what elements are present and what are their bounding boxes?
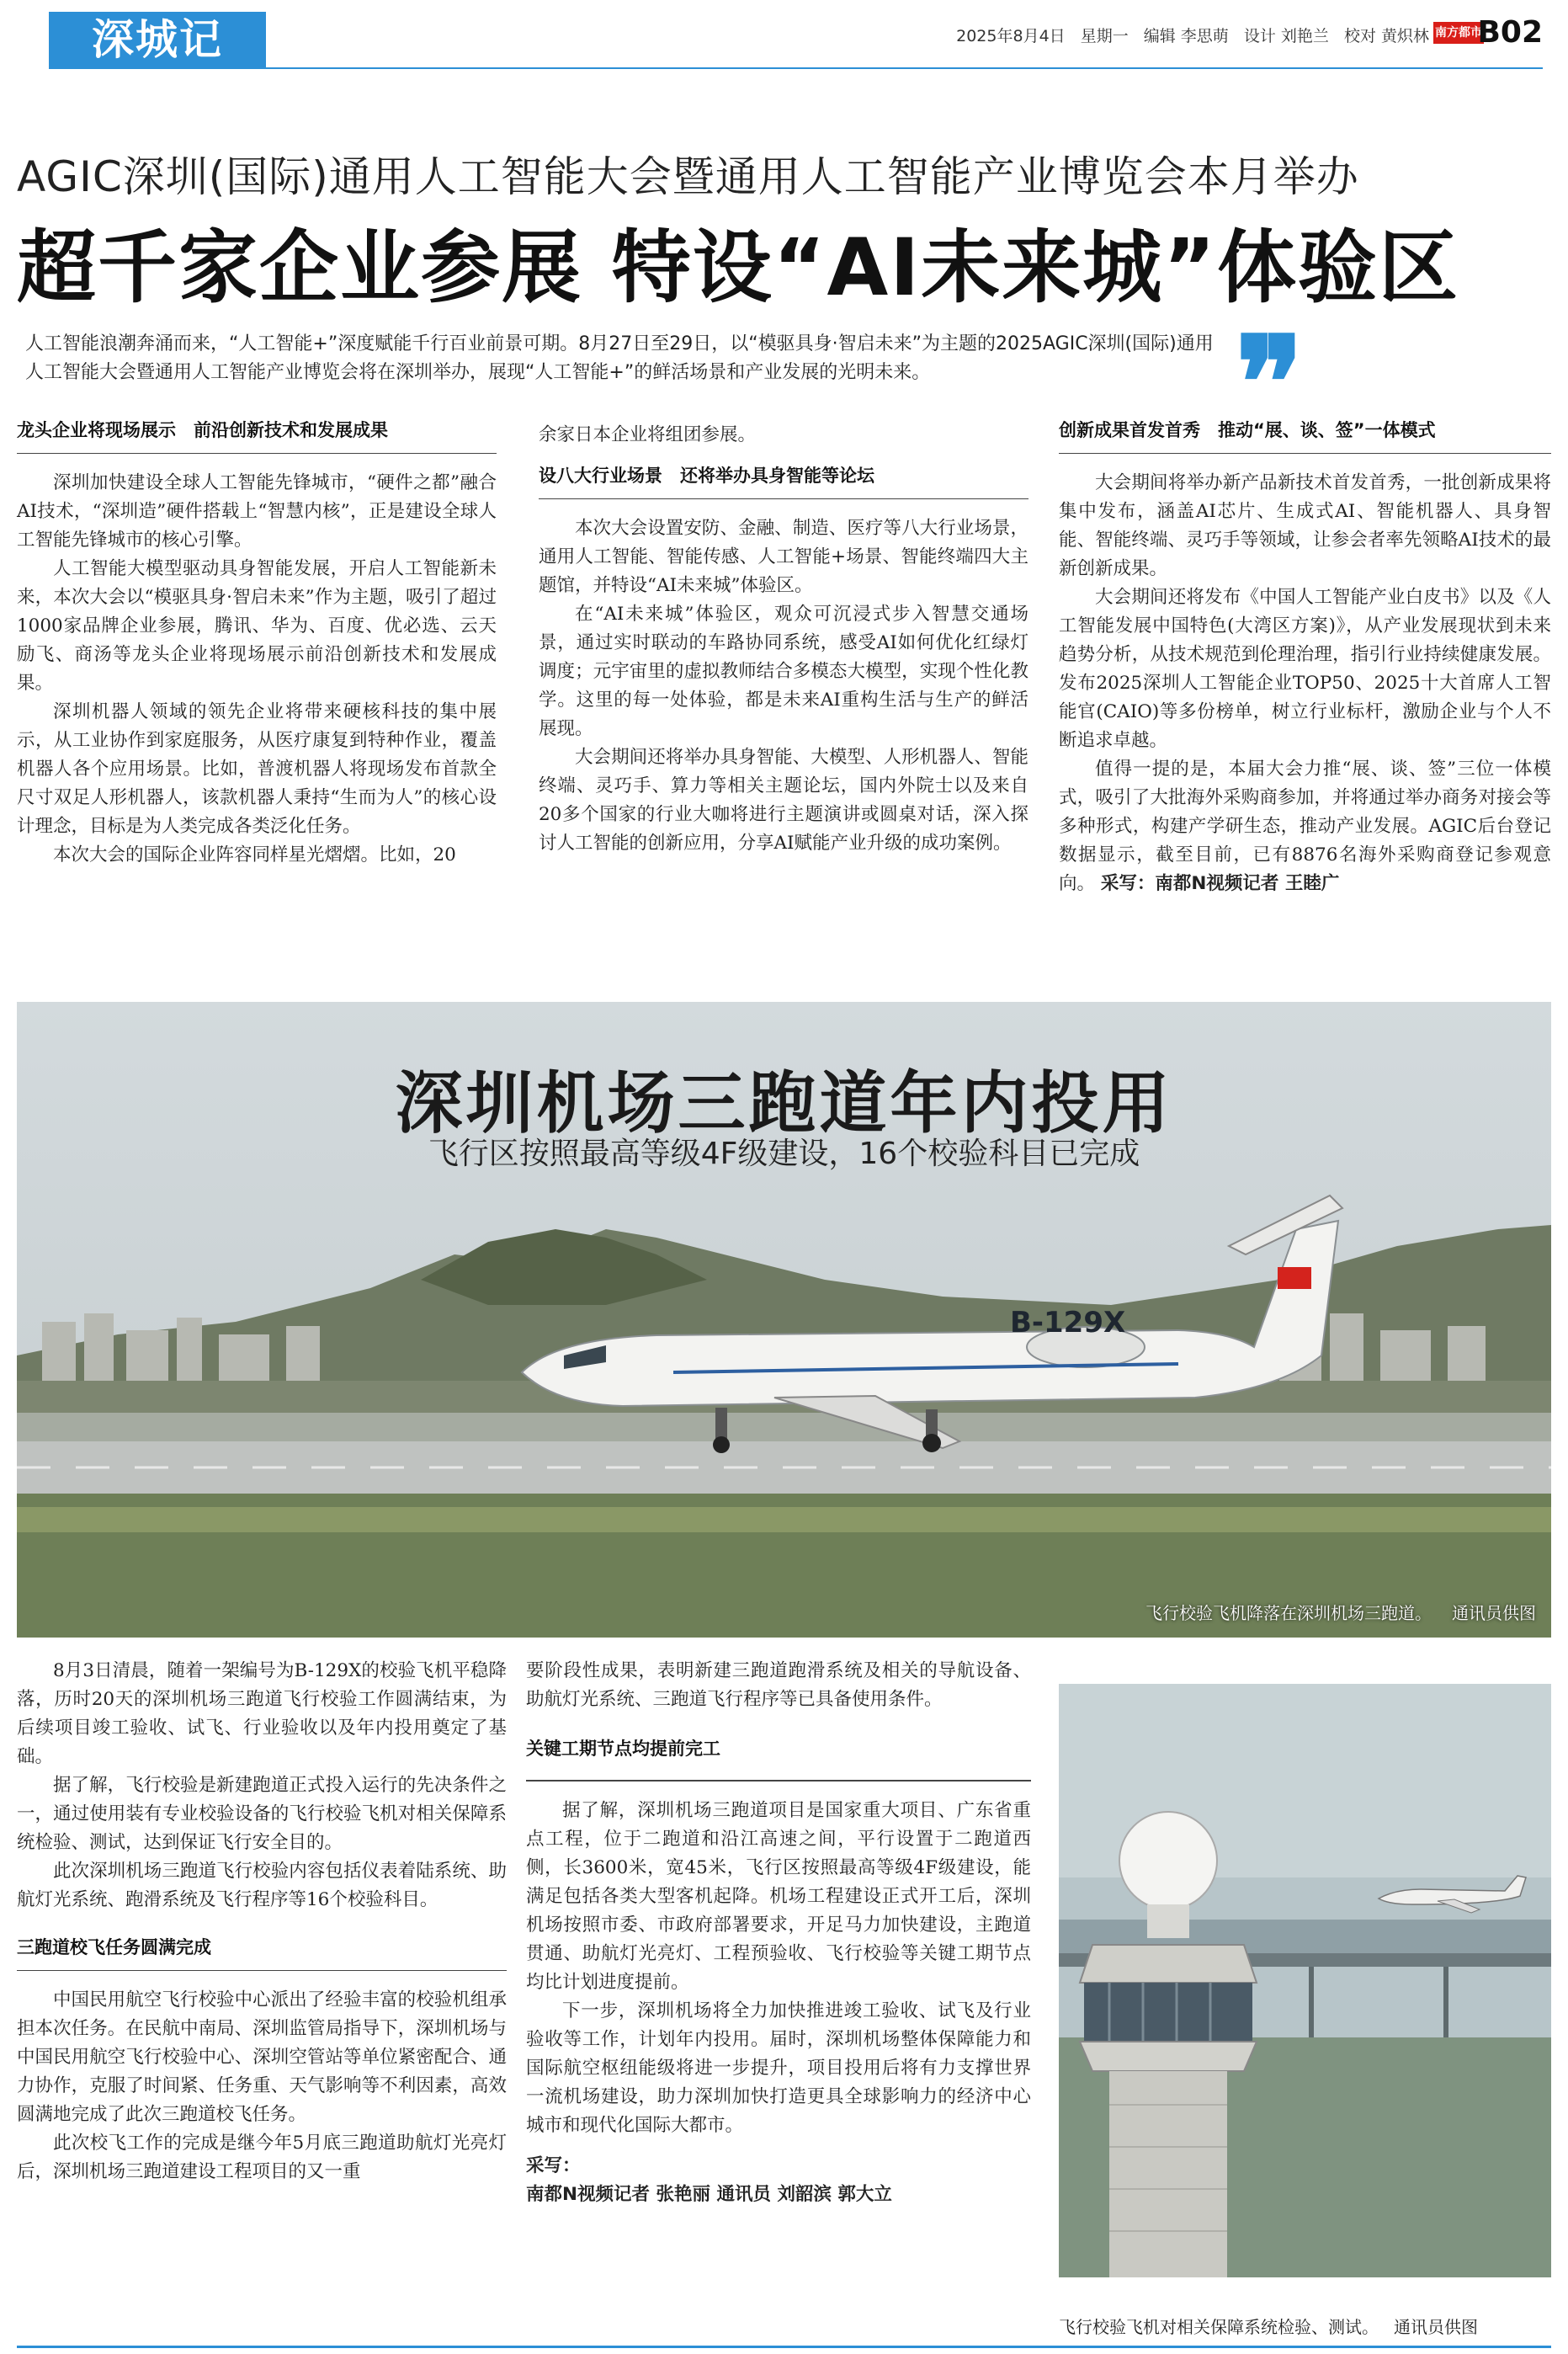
paragraph: 在“AI未来城”体验区，观众可沉浸式步入智慧交通场景，通过实时联动的车路协同系统，感受AI如何优化红绿灯调度；元宇宙里的虚拟教师结合多模态大模型，实现个性化教学。这里的每一处体验，都是未来AI重构生活与生产的鲜活展现。 [539,604,1029,739]
article1-headline: 超千家企业参展 特设“AI未来城”体验区 [17,222,1460,314]
paragraph: 据了解，深圳机场三跑道项目是国家重大项目、广东省重点工程，位于二跑道和沿江高速之间，平行设置于二跑道西侧，长3600米，宽45米，飞行区按照最高等级4F级建设，能满足包括各类大型客机起降。机场工程建设正式开工后，深圳机场按照市委、市政府部署要求，开足马力加快建设，主跑道贯通、助航灯光亮灯、工程预验收、飞行校验等关键工期节点均比计划进度提前。 [526,1799,1031,1993]
article1-column-2 [539,421,1029,858]
photo1-caption [1125,1600,1536,1624]
paragraph: 值得一提的是，本届大会力推“展、谈、签”三位一体模式，吸引了大批海外采购商参加，并将通过举办商务对接会等多种形式，构建产学研生态，推动产业发展。AGIC后台登记数据显示，截至目前，已有8876名海外采购商登记参观意向。 采写：南都N视频记者 王睦广 [1059,759,1551,894]
photo-credit: 通讯员供图 [1452,1603,1536,1623]
paragraph: 中国民用航空飞行校验中心派出了经验丰富的校验机组承担本次任务。在民航中南局、深圳监管局指导下，深圳机场与中国民用航空飞行校验中心、深圳空管站等单位紧密配合、通力协作，克服了时间紧、任务重、天气影响等不利因素，高效圆满地完成了此次三跑道校飞任务。 [17,1989,507,2125]
divider [526,1780,1031,1781]
page-number: B02 [1477,15,1543,50]
paragraph: 大会期间将举办新产品新技术首发首秀，一批创新成果将集中发布，涵盖AI芯片、生成式AI、智能机器人、具身智能、智能终端、灵巧手等领域，让参会者率先领略AI技术的最新创新成果。 [1059,472,1551,579]
plane-registration: B-129X [1010,1306,1126,1339]
paragraph: 深圳加快建设全球人工智能先锋城市，“硬件之都”融合AI技术，“深圳造”硬件搭载上“智慧内核”，正是建设全球人工智能先锋城市的核心引擎。 [17,472,497,551]
caption-text: 飞行校验飞机降落在深圳机场三跑道。 [1145,1603,1432,1623]
page-meta [946,24,1429,46]
paragraph: 本次大会设置安防、金融、制造、医疗等八大行业场景，通用人工智能、智能传感、人工智能+场景、智能终端四大主题馆，并特设“AI未来城”体验区。 [539,518,1029,596]
designer: 设计 刘艳兰 [1243,27,1329,45]
paragraph: 人工智能大模型驱动具身智能发展，开启人工智能新未来，本次大会以“模驱具身·智启未来”作为主题，吸引了超过1000家品牌企业参展，腾讯、华为、百度、优必选、云天励飞、商汤等龙头企业将现场展示前沿创新技术和发展成果。 [17,558,497,694]
paragraph: 下一步，深圳机场将全力加快推进竣工验收、试飞及行业验收等工作，计划年内投用。届时，深圳机场整体保障能力和国际航空枢纽能级将进一步提升，项目投用后将有力支撑世界一流机场建设，助力深圳加快打造更具全球影响力的经济中心城市和现代化国际大都市。 [526,2000,1031,2136]
article2-subhead-2: 关键工期节点均提前完工 [526,1739,720,1759]
byline-label: 采写： [526,2154,581,2176]
paragraph: 此次深圳机场三跑道飞行校验内容包括仪表着陆系统、助航灯光系统、跑滑系统及飞行程序等16个校验科目。 [17,1861,507,1910]
article1-kicker: AGIC深圳(国际)通用人工智能大会暨通用人工智能产业博览会本月举办 [17,152,1359,201]
paragraph: 8月3日清晨，随着一架编号为B-129X的校验飞机平稳降落，历时20天的深圳机场三跑道飞行校验工作圆满结束，为后续项目竣工验收、试飞、行业验收以及年内投用奠定了基础。 [17,1660,507,1767]
article1-byline: 采写：南都N视频记者 王睦广 [1100,873,1340,894]
paragraph: 大会期间还将举办具身智能、大模型、人形机器人、智能终端、灵巧手、算力等相关主题论坛，国内外院士以及来自20多个国家的行业大咖将进行主题演讲或圆桌对话，深入探讨人工智能的创新应用，分享AI赋能产业升级的成功案例。 [539,747,1029,854]
caption-text: 飞行校验飞机对相关保障系统检验、测试。 [1059,2317,1379,2337]
airport-landing-photo [17,1002,1551,1638]
header-rule [49,67,1543,69]
photo2-caption [1059,2314,1551,2338]
footer-rule [17,2346,1551,2348]
article1-subhead-2: 设八大行业场景 还将举办具身智能等论坛 [539,461,1029,499]
photo-illustration [1059,1684,1551,2277]
photo-credit: 通讯员供图 [1394,2317,1478,2337]
proofreader: 校对 黄炽林 [1343,27,1429,45]
article1-subhead-3: 创新成果首发首秀 推动“展、谈、签”一体模式 [1059,416,1551,454]
byline-names: 南都N视频记者 张艳丽 通讯员 刘韶滨 郭大立 [526,2183,892,2205]
paragraph: 深圳机器人领域的领先企业将带来硬核科技的集中展示，从工业协作到家庭服务，从医疗康复到特种作业，覆盖机器人各个应用场景。比如，普渡机器人将现场发布首款全尺寸双足人形机器人，该款机器人秉持“生而为人”的核心设计理念，目标是为人类完成各类泛化任务。 [17,701,497,837]
paragraph: 要阶段性成果，表明新建三跑道跑滑系统及相关的导航设备、助航灯光系统、三跑道飞行程序等已具备使用条件。 [526,1660,1031,1710]
weekday: 星期一 [1080,27,1129,45]
paragraph: 余家日本企业将组团参展。 [539,424,757,445]
article1-column-3 [1059,416,1551,898]
article1-lead: 人工智能浪潮奔涌而来，“人工智能+”深度赋能千行百业前景可期。8月27日至29日，以“模驱具身·智启未来”为主题的2025AGIC深圳(国际)通用人工智能大会暨通用人工智能产业博览会将在深圳举办，展现“人工智能+”的鲜活场景和产业发展的光明未来。 [25,333,1214,383]
quote-mark-icon: ❞ [1236,309,1304,457]
control-tower-photo [1059,1684,1551,2277]
article2-headline: 深圳机场三跑道年内投用 [395,1064,1173,1142]
article2-byline [526,2152,1031,2209]
article2-column-1 [17,1657,507,2186]
page-header [0,0,1568,71]
article1-subhead-1: 龙头企业将现场展示 前沿创新技术和发展成果 [17,416,497,454]
article2-subheadline: 飞行区按照最高等级4F级建设，16个校验科目已完成 [428,1137,1140,1171]
paragraph: 此次校飞工作的完成是继今年5月底三跑道助航灯光亮灯后，深圳机场三跑道建设工程项目的又一重 [17,2133,507,2182]
editor: 编辑 李思萌 [1143,27,1229,45]
paragraph: 本次大会的国际企业阵容同样星光熠熠。比如，20 [53,844,456,865]
newspaper-logo: 南方都市报 [1433,22,1484,44]
article1-column-1 [17,416,497,870]
paragraph: 据了解，飞行校验是新建跑道正式投入运行的先决条件之一，通过使用装有专业校验设备的飞行校验飞机对相关保障系统检验、测试，达到保证飞行安全目的。 [17,1775,507,1853]
date: 2025年8月4日 [956,27,1066,45]
paragraph: 大会期间还将发布《中国人工智能产业白皮书》以及《人工智能发展中国特色(大湾区方案)》，从产业发展现状到未来趋势分析，从技术规范到伦理治理，指引行业持续健康发展。发布2025深圳人工智能企业TOP50、2025十大首席人工智能官(CAIO)等多份榜单，树立行业标杆，激励企业与个人不断追求卓越。 [1059,587,1551,751]
article2-column-2 [526,1657,1031,2209]
article2-subhead-1: 三跑道校飞任务圆满完成 [17,1933,507,1971]
section-title: 深城记 [49,12,266,67]
